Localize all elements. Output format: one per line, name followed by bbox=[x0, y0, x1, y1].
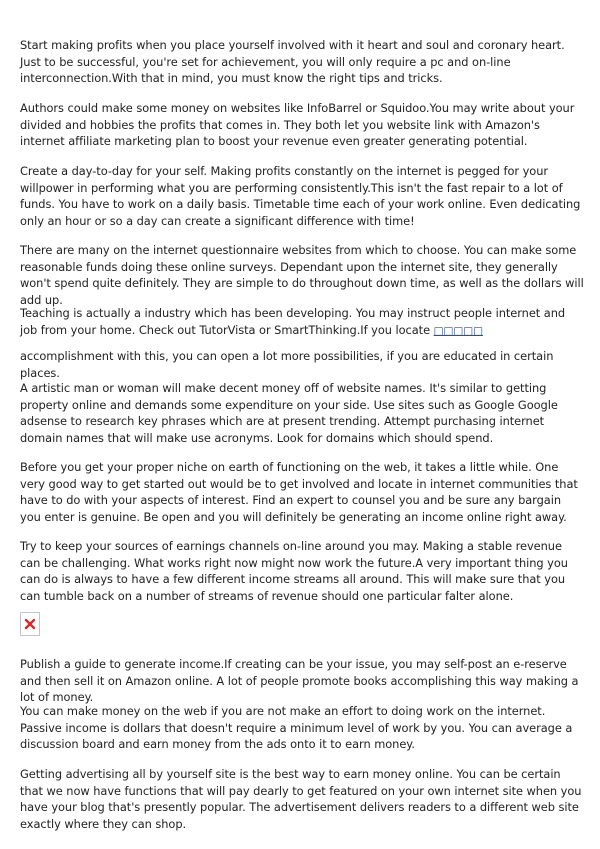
paragraph-1: Start making profits when you place yourself involved with it heart and soul and coronary heart. Just to be successful, you're set for achievement, you will only require a pc and on-line interconnection.With that in mind, you must know the right tips and tricks. bbox=[20, 38, 565, 85]
paragraph-11: You can make money on the web if you are not make an effort to doing work on the internet. Passive income is dollars that doesn't require a minimum level of work by you. You can average a discussion board and earn money from the ads onto it to earn money. bbox=[20, 704, 573, 751]
paragraph-5 bbox=[20, 305, 585, 339]
paragraph-6: accomplishment with this, you can open a lot more possibilities, if you are educated in certain places. bbox=[20, 349, 554, 380]
paragraph-10: Publish a guide to generate income.If creating can be your issue, you may self-post an e-reserve and then sell it on Amazon online. A lot of people promote books accomplishing this way making a lot of money. bbox=[20, 657, 579, 704]
paragraph-2: Authors could make some money on websites like InfoBarrel or Squidoo.You may write about your divided and hobbies the profits that comes in. They both let you website link with Amazon's internet affiliate marketing plan to boost your revenue even greater generating potential. bbox=[20, 101, 575, 148]
paragraph-5-text: Teaching is actually a industry which has been developing. You may instruct people internet and job from your home. Check out TutorVista or SmartThinking.If you locate bbox=[20, 306, 566, 337]
paragraph-3: Create a day-to-day for your self. Making profits constantly on the internet is pegged for your willpower in performing what you are performing consistently.This isn't the fast repair to a lot of funds. You have to work on a daily basis. Timetable time each of your work online. Even dedicating only an hour or so a day can create a significant difference with time! bbox=[20, 164, 581, 228]
paragraph-7: A artistic man or woman will make decent money off of website names. It's similar to getting property online and demands some expenditure on your side. Use sites such as Google Google adsense to research key phrases which are at present trending. Attempt purchasing internet domain names that will make use acronyms. Look for domains which should spend. bbox=[20, 381, 558, 445]
paragraph-8: Before you get your proper niche on earth of functioning on the web, it takes a little while. One very good way to get started out would be to get involved and locate in internet communities that have to do with your aspects of interest. Find an expert to counsel you and be sure any bargain you enter is genuine. Be open and you will definitely be generating an income online right away. bbox=[20, 460, 578, 524]
paragraph-9: Try to keep your sources of earnings channels on-line around you may. Making a stable revenue can be challenging. What works right now might now work the future.A very important thing you can do is always to have a few different income streams all around. This will make sure that you can tumble back on a number of streams of revenue should one particular falter alone. bbox=[20, 539, 568, 603]
inline-link[interactable]: □□□□□ bbox=[433, 324, 483, 337]
paragraph-12: Getting advertising all by yourself site is the best way to earn money online. You can be certain that we now have functions that will pay dearly to get featured on your own internet site when you have your blog that's presently popular. The advertisement delivers readers to a different web site exactly where they can shop. bbox=[20, 767, 582, 831]
paragraph-4: There are many on the internet questionnaire websites from which to choose. You can make some reasonable funds doing these online surveys. Dependant upon the internet site, they generally won't spend quite definitely. They are simple to do throughout down time, as well as the dollars will add up. bbox=[20, 243, 584, 307]
broken-image-placeholder bbox=[20, 612, 40, 636]
broken-image-icon bbox=[24, 618, 36, 630]
